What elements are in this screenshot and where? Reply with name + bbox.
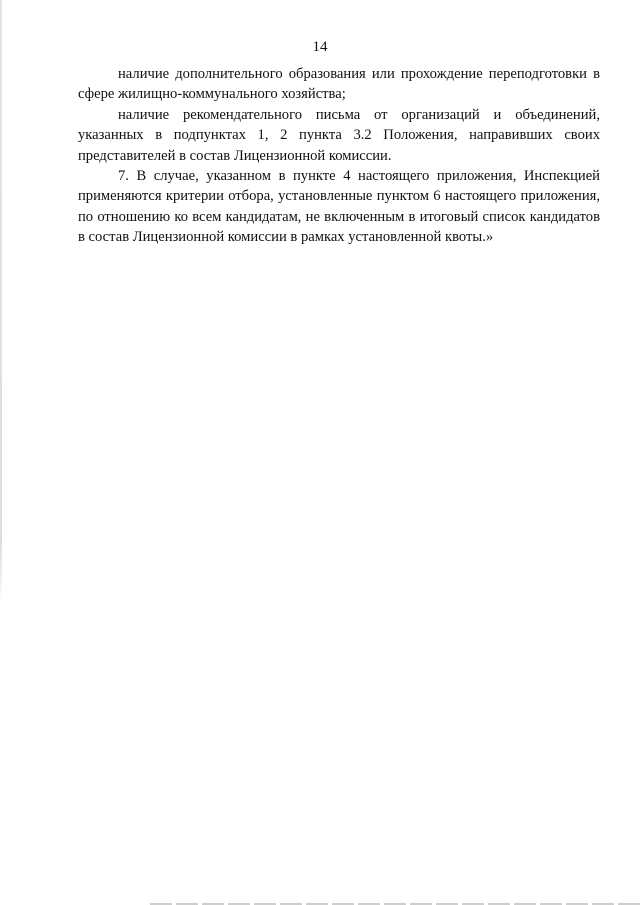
page-number: 14 [312,39,328,55]
scan-left-edge [0,0,2,905]
document-body [78,64,600,248]
paragraph-additional-education: наличие дополнительного образования или прохождение переподготовки в сфере жилищно-коммунального хозяйства; [78,66,600,103]
paragraph-recommendation-letter: наличие рекомендательного письма от организаций и объединений, указанных в подпунктах 1, 2 пункта 3.2 Положения, направивших своих представителей в состав Лицензионной комиссии. [78,106,600,164]
paragraph-item-7: 7. В случае, указанном в пункте 4 настоящего приложения, Инспекцией применяются критерии отбора, установленные пунктом 6 настоящего приложения, по отношению ко всем кандидатам, не включенным в итоговый список кандидатов в состав Лицензионной комиссии в рамках установленной квоты.» [78,168,600,246]
